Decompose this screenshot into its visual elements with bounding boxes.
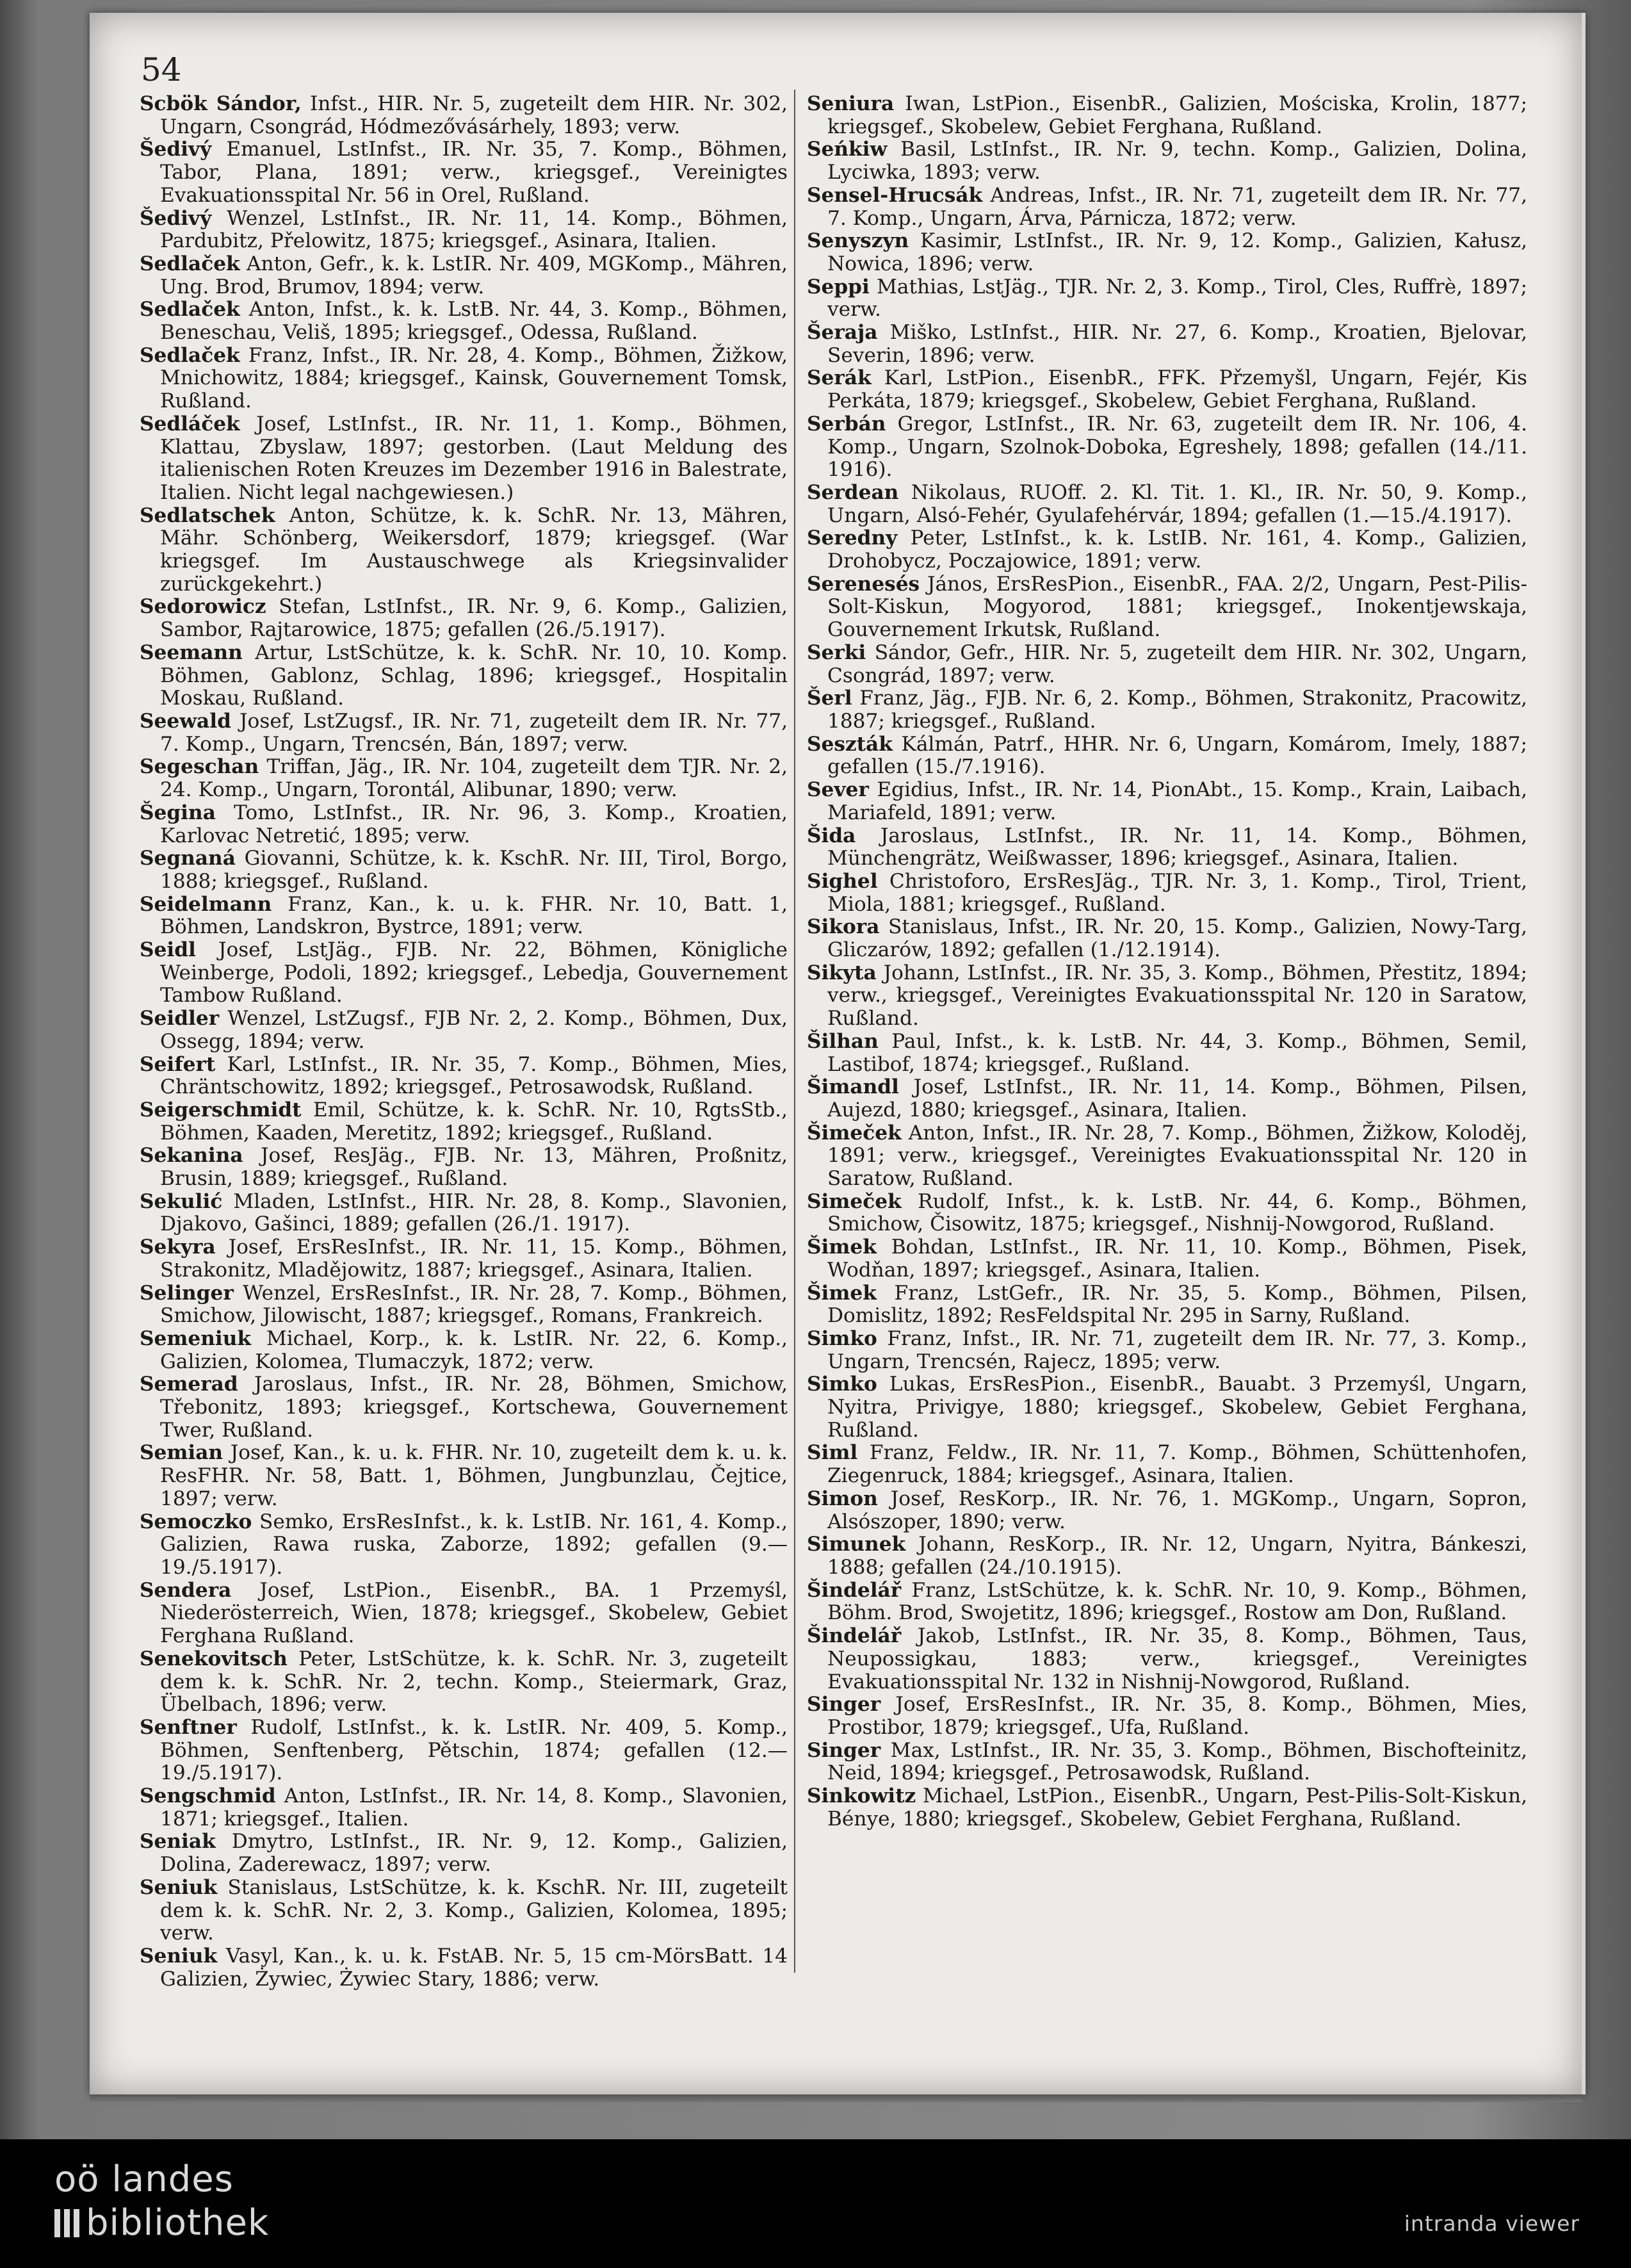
entry-details: Basil, LstInfst., IR. Nr. 9, techn. Komp., Galizien, Dolina, Lyciwka, 1893; verw. (827, 138, 1527, 184)
register-entry (807, 642, 1527, 687)
register-entry (140, 802, 788, 847)
entry-details: Stanislaus, LstSchütze, k. k. KschR. Nr. III, zugeteilt dem k. k. SchR. Nr. 2, 3. Komp., Galizien, Kolomea, 1895; verw. (160, 1875, 788, 1945)
register-entry (140, 1648, 788, 1717)
entry-surname: Sekanina (140, 1144, 243, 1168)
register-entry (807, 1191, 1527, 1236)
library-logo-text: bibliothek (86, 2202, 270, 2244)
library-logo-line1: oö landes (54, 2158, 234, 2200)
entry-surname: Seniuk (140, 1944, 218, 1968)
entry-details: Josef, Kan., k. u. k. FHR. Nr. 10, zugeteilt dem k. u. k. ResFHR. Nr. 58, Batt. 1, Böhmen, Jungbunzlau, Čejtice, 1897; verw. (160, 1441, 788, 1510)
register-entry (140, 710, 788, 756)
entry-details: Johann, LstInfst., IR. Nr. 35, 3. Komp., Böhmen, Přestitz, 1894; verw., kriegsgef., Vereinigtes Evakuationsspital Nr. 120 in Saratow, Rußland. (827, 961, 1527, 1031)
entry-details: Egidius, Infst., IR. Nr. 14, PionAbt., 15. Komp., Krain, Laibach, Mariafeld, 1891; verw. (827, 778, 1527, 824)
page-bottom-edge (90, 2094, 1582, 2102)
entry-surname: Sedlaček (140, 343, 240, 367)
entry-surname: Šerl (807, 687, 852, 710)
register-entry (807, 1031, 1527, 1076)
entry-surname: Sever (807, 778, 869, 802)
entry-details: Franz, LstGefr., IR. Nr. 35, 5. Komp., Böhmen, Pilsen, Domislitz, 1892; ResFeldspital Nr. 295 in Sarny, Rußland. (827, 1281, 1527, 1328)
entry-details: Christoforo, ErsResJäg., TJR. Nr. 3, 1. Komp., Tirol, Trient, Miola, 1881; kriegsgef., Rußland. (827, 869, 1527, 916)
library-logo-icon (54, 2209, 79, 2237)
entry-details: Johann, ResKorp., IR. Nr. 12, Ungarn, Nyitra, Bánkeszi, 1888; gefallen (24./10.1915). (827, 1533, 1527, 1579)
register-entry (140, 1054, 788, 1099)
register-entry (140, 1236, 788, 1282)
right-column (807, 93, 1527, 1831)
register-entry (807, 1373, 1527, 1442)
entry-details: Triffan, Jäg., IR. Nr. 104, zugeteilt dem TJR. Nr. 2, 24. Komp., Ungarn, Torontál, Alibunar, 1890; verw. (160, 755, 788, 802)
register-entry (140, 1511, 788, 1579)
entry-details: Vasyl, Kan., k. u. k. FstAB. Nr. 5, 15 cm-MörsBatt. 14 Galizien, Żywiec, Żywiec Stary, 1886; verw. (160, 1944, 788, 1991)
entry-surname: Serák (807, 366, 872, 390)
register-entry (140, 345, 788, 413)
entry-details: Miško, LstInfst., HIR. Nr. 27, 6. Komp., Kroatien, Bjelovar, Severin, 1896; verw. (827, 321, 1527, 367)
entry-surname: Simunek (807, 1533, 906, 1556)
register-entry (140, 298, 788, 344)
register-entry (140, 208, 788, 253)
entry-details: Mathias, LstJäg., TJR. Nr. 2, 3. Komp., Tirol, Cles, Ruffrè, 1897; verw. (827, 275, 1527, 322)
entry-details: Anton, Gefr., k. k. LstIR. Nr. 409, MGKomp., Mähren, Ung. Brod, Brumov, 1894; verw. (160, 252, 788, 298)
register-entry (807, 482, 1527, 527)
register-entry (140, 138, 788, 207)
viewer-footer (0, 2139, 1631, 2268)
entry-surname: Seemann (140, 640, 243, 664)
entry-details: Paul, Infst., k. k. LstB. Nr. 44, 3. Komp., Böhmen, Semil, Lastibof, 1874; kriegsgef., Rußland. (827, 1029, 1527, 1076)
entry-surname: Šindelář (807, 1624, 902, 1648)
entry-surname: Simko (807, 1373, 877, 1396)
entry-details: Emanuel, LstInfst., IR. Nr. 35, 7. Komp., Böhmen, Tabor, Plana, 1891; verw., kriegsgef., Vereinigtes Evakuationsspital Nr. 56 in Orel, Rußland. (160, 138, 788, 207)
register-entry (807, 1740, 1527, 1785)
entry-details: Josef, ResKorp., IR. Nr. 76, 1. MGKomp., Ungarn, Sopron, Alsószoper, 1890; verw. (827, 1487, 1527, 1533)
entry-surname: Singer (807, 1738, 881, 1762)
register-entry (140, 1373, 788, 1442)
viewer-name: intranda viewer (1404, 2211, 1580, 2236)
entry-surname: Šimandl (807, 1075, 899, 1099)
entry-surname: Sedlaček (140, 252, 240, 275)
entry-details: Franz, Jäg., FJB. Nr. 6, 2. Komp., Böhmen, Strakonitz, Pracowitz, 1887; kriegsgef., Rußland. (827, 687, 1527, 733)
entry-surname: Sengschmid (140, 1784, 276, 1808)
entry-surname: Šedivý (140, 206, 212, 230)
entry-surname: Sedlaček (140, 298, 240, 322)
entry-details: Jaroslaus, LstInfst., IR. Nr. 11, 14. Komp., Böhmen, Münchengrätz, Weißwasser, 1896; kriegsgef., Asinara, Italien. (827, 824, 1527, 870)
entry-details: Josef, LstZugsf., IR. Nr. 71, zugeteilt dem IR. Nr. 77, 7. Komp., Ungarn, Trencsén, Bán, 1897; verw. (160, 709, 788, 756)
entry-surname: Šimek (807, 1281, 877, 1305)
entry-details: Tomo, LstInfst., IR. Nr. 96, 3. Komp., Kroatien, Karlovac Netretić, 1895; verw. (160, 801, 788, 847)
entry-surname: Seppi (807, 275, 870, 298)
entry-details: Gregor, LstInfst., IR. Nr. 63, zugeteilt dem IR. Nr. 106, 4. Komp., Ungarn, Szolnok-Doboka, Egreshely, 1898; gefallen (14./11. 1916). (827, 412, 1527, 482)
register-entry (140, 1282, 788, 1328)
entry-details: Stanislaus, Infst., IR. Nr. 20, 15. Komp., Galizien, Nowy-Targ, Gliczarów, 1892; gefallen (1./12.1914). (827, 915, 1527, 962)
entry-details: Anton, Infst., k. k. LstB. Nr. 44, 3. Komp., Böhmen, Beneschau, Veliš, 1895; kriegsgef., Odessa, Rußland. (160, 298, 788, 345)
entry-surname: Seńkiw (807, 138, 888, 161)
entry-surname: Senekovitsch (140, 1647, 288, 1670)
entry-details: Jaroslaus, Infst., IR. Nr. 28, Böhmen, Smichow, Třebonitz, 1893; kriegsgef., Kortschewa, Gouvernement Twer, Rußland. (160, 1373, 788, 1442)
entry-surname: Segnaná (140, 847, 236, 870)
entry-details: Kasimir, LstInfst., IR. Nr. 9, 12. Komp., Galizien, Kałusz, Nowica, 1896; verw. (827, 229, 1527, 275)
register-entry (807, 573, 1527, 642)
entry-surname: Sikyta (807, 961, 877, 984)
register-entry (140, 1717, 788, 1785)
page-number: 54 (141, 51, 182, 88)
entry-details: Rudolf, Infst., k. k. LstB. Nr. 44, 6. Komp., Böhmen, Smichow, Čisowitz, 1875; kriegsgef., Nishnij-Nowgorod, Rußland. (827, 1189, 1527, 1236)
entry-details: Nikolaus, RUOff. 2. Kl. Tit. 1. Kl., IR. Nr. 50, 9. Komp., Ungarn, Alsó-Fehér, Gyulafehérvár, 1894; gefallen (1.—15./4.1917). (827, 480, 1527, 527)
entry-surname: Sekulić (140, 1189, 223, 1213)
entry-surname: Scbök Sándor, (140, 92, 302, 115)
entry-surname: Sekyra (140, 1236, 216, 1259)
entry-details: Peter, LstSchütze, k. k. SchR. Nr. 3, zugeteilt dem k. k. SchR. Nr. 2, techn. Komp., Steiermark, Graz, Übelbach, 1896; verw. (160, 1647, 788, 1717)
entry-surname: Serbán (807, 412, 886, 436)
entry-surname: Seewald (140, 709, 231, 733)
entry-details: Max, LstInfst., IR. Nr. 35, 3. Komp., Böhmen, Bischofteinitz, Neid, 1894; kriegsgef., Petrosawodsk, Rußland. (827, 1738, 1527, 1785)
register-entry (807, 1282, 1527, 1328)
entry-surname: Sedlatschek (140, 503, 275, 527)
entry-surname: Senyszyn (807, 229, 909, 253)
entry-details: Giovanni, Schütze, k. k. KschR. Nr. III, Tirol, Borgo, 1888; kriegsgef., Rußland. (160, 847, 788, 893)
register-entry (140, 413, 788, 505)
register-entry (140, 1099, 788, 1145)
entry-details: Josef, LstInfst., IR. Nr. 11, 1. Komp., Böhmen, Klattau, Zbyslaw, 1897; gestorben. (Laut Meldung des italienischen Roten Kreuzes im Dezember 1916 in Balestrate, Italien. Nicht legal nachgewiesen.) (160, 412, 788, 504)
entry-details: Artur, LstSchütze, k. k. SchR. Nr. 10, 10. Komp. Böhmen, Gablonz, Schlag, 1896; kriegsgef., Hospitalin Moskau, Rußland. (160, 640, 788, 710)
entry-surname: Šimeček (807, 1121, 902, 1145)
entry-surname: Šilhan (807, 1029, 879, 1053)
register-entry (807, 1693, 1527, 1739)
register-entry (807, 779, 1527, 824)
entry-details: Franz, Infst., IR. Nr. 71, zugeteilt dem IR. Nr. 77, 3. Komp., Ungarn, Trencsén, Rajecz, 1895; verw. (827, 1326, 1527, 1373)
entry-surname: Serenesés (807, 572, 920, 596)
register-entry (140, 893, 788, 939)
entry-surname: Šedivý (140, 138, 212, 161)
entry-surname: Sendera (140, 1578, 232, 1602)
entry-surname: Šida (807, 824, 856, 847)
entry-details: Dmytro, LstInfst., IR. Nr. 9, 12. Komp., Galizien, Dolina, Zaderewacz, 1897; verw. (160, 1830, 788, 1877)
register-entry (140, 1145, 788, 1190)
register-entry (140, 93, 788, 138)
document-page (90, 13, 1586, 2094)
register-entry (807, 93, 1527, 138)
entry-surname: Seigerschmidt (140, 1098, 302, 1122)
register-entry (807, 1122, 1527, 1191)
entry-details: Wenzel, ErsResInfst., IR. Nr. 28, 7. Komp., Böhmen, Smichow, Jilowischt, 1887; kriegsgef., Romans, Frankreich. (160, 1281, 788, 1328)
register-entry (807, 322, 1527, 367)
entry-surname: Siml (807, 1441, 858, 1465)
register-entry (807, 1533, 1527, 1579)
register-entry (140, 642, 788, 710)
entry-details: Iwan, LstPion., EisenbR., Galizien, Mościska, Krolin, 1877; kriegsgef., Skobelew, Gebiet Ferghana, Rußland. (827, 92, 1527, 138)
entry-details: Anton, Infst., IR. Nr. 28, 7. Komp., Böhmen, Žižkow, Koloděj, 1891; verw., kriegsgef., Vereinigtes Evakuationsspital Nr. 120 in Saratow, Rußland. (827, 1121, 1527, 1191)
register-entry (140, 253, 788, 298)
register-entry (807, 1076, 1527, 1122)
register-entry (807, 1785, 1527, 1831)
entry-surname: Seidler (140, 1007, 220, 1031)
register-entry (807, 413, 1527, 482)
register-entry (807, 870, 1527, 916)
entry-details: Michael, LstPion., EisenbR., Ungarn, Pest-Pilis-Solt-Kiskun, Bénye, 1880; kriegsgef., Skobelew, Gebiet Ferghana, Rußland. (827, 1784, 1527, 1831)
entry-surname: Seniura (807, 92, 895, 115)
register-entry (807, 184, 1527, 230)
entry-surname: Sighel (807, 869, 878, 893)
entry-surname: Seniuk (140, 1875, 218, 1899)
register-entry (807, 1328, 1527, 1373)
register-entry (807, 916, 1527, 961)
entry-surname: Serdean (807, 480, 899, 504)
register-entry (807, 687, 1527, 733)
register-entry (140, 1191, 788, 1236)
entry-details: Jakob, LstInfst., IR. Nr. 35, 8. Komp., Böhmen, Taus, Neupossigkau, 1883; verw., kriegsgef., Vereinigtes Evakuationsspital Nr. 132 in Nishnij-Nowgorod, Rußland. (827, 1624, 1527, 1693)
entry-surname: Sedláček (140, 412, 240, 436)
register-entry (140, 1008, 788, 1053)
entry-surname: Simeček (807, 1189, 902, 1213)
entry-details: Karl, LstInfst., IR. Nr. 35, 7. Komp., Böhmen, Mies, Chräntschowitz, 1892; kriegsgef., Petrosawodsk, Rußland. (160, 1052, 788, 1099)
register-entry (807, 962, 1527, 1031)
register-entry (140, 1442, 788, 1510)
entry-details: Josef, LstPion., EisenbR., BA. 1 Przemyśl, Niederösterreich, Wien, 1878; kriegsgef., Skobelew, Gebiet Ferghana Rußland. (160, 1578, 788, 1648)
entry-details: Josef, LstJäg., FJB. Nr. 22, Böhmen, Königliche Weinberge, Podoli, 1892; kriegsgef., Lebedja, Gouvernement Tambow Rußland. (160, 938, 788, 1008)
entry-surname: Šimek (807, 1236, 877, 1259)
register-entry (807, 1488, 1527, 1533)
entry-details: Franz, Feldw., IR. Nr. 11, 7. Komp., Böhmen, Schüttenhofen, Ziegenruck, 1884; kriegsgef., Asinara, Italien. (827, 1441, 1527, 1488)
entry-details: Semko, ErsResInfst., k. k. LstIB. Nr. 161, 4. Komp., Galizien, Rawa ruska, Zaborze, 1892; gefallen (9.—19./5.1917). (160, 1510, 788, 1579)
entry-surname: Sinkowitz (807, 1784, 916, 1808)
entry-details: Josef, ResJäg., FJB. Nr. 13, Mähren, Proßnitz, Brusin, 1889; kriegsgef., Rußland. (160, 1144, 788, 1191)
entry-details: Josef, ErsResInfst., IR. Nr. 35, 8. Komp., Böhmen, Mies, Prostibor, 1879; kriegsgef., Ufa, Rußland. (827, 1693, 1527, 1739)
register-entry (807, 1579, 1527, 1625)
entry-details: Mladen, LstInfst., HIR. Nr. 28, 8. Komp., Slavonien, Djakovo, Gašinci, 1889; gefallen (26./1. 1917). (160, 1189, 788, 1236)
register-entry (140, 1945, 788, 1991)
register-entry (140, 1785, 788, 1831)
entry-details: Josef, ErsResInfst., IR. Nr. 11, 15. Komp., Böhmen, Strakonitz, Mladějowitz, 1887; kriegsgef., Asinara, Italien. (160, 1236, 788, 1282)
register-entry (140, 939, 788, 1008)
register-entry (140, 1877, 788, 1945)
entry-surname: Serki (807, 640, 866, 664)
entry-details: Andreas, Infst., IR. Nr. 71, zugeteilt dem IR. Nr. 77, 7. Komp., Ungarn, Árva, Párnicza, 1872; verw. (827, 183, 1527, 230)
entry-surname: Semoczko (140, 1510, 252, 1533)
entry-surname: Semian (140, 1441, 223, 1465)
left-column (140, 93, 788, 1991)
entry-surname: Singer (807, 1693, 881, 1717)
entry-details: Sándor, Gefr., HIR. Nr. 5, zugeteilt dem HIR. Nr. 302, Ungarn, Csongrád, 1897; verw. (827, 640, 1527, 687)
entry-details: Infst., HIR. Nr. 5, zugeteilt dem HIR. Nr. 302, Ungarn, Csongrád, Hódmezővásárhely, 1893; verw. (160, 92, 788, 138)
entry-surname: Simko (807, 1326, 877, 1350)
entry-details: Peter, LstInfst., k. k. LstIB. Nr. 161, 4. Komp., Galizien, Drohobycz, Poczajowice, 1891; verw. (827, 526, 1527, 573)
entry-details: Josef, LstInfst., IR. Nr. 11, 14. Komp., Böhmen, Pilsen, Aujezd, 1880; kriegsgef., Asinara, Italien. (827, 1075, 1527, 1122)
entry-details: Lukas, ErsResPion., EisenbR., Bauabt. 3 Przemyśl, Ungarn, Nyitra, Privigye, 1880; kriegsgef., Skobelew, Gebiet Ferghana, Rußland. (827, 1373, 1527, 1442)
entry-surname: Seredny (807, 526, 898, 550)
entry-surname: Seidl (140, 938, 196, 962)
library-logo-line2 (54, 2202, 269, 2244)
register-entry (140, 1579, 788, 1648)
register-entry (140, 847, 788, 893)
entry-details: Wenzel, LstZugsf., FJB Nr. 2, 2. Komp., Böhmen, Dux, Ossegg, 1894; verw. (160, 1007, 788, 1053)
entry-details: Anton, LstInfst., IR. Nr. 14, 8. Komp., Slavonien, 1871; kriegsgef., Italien. (160, 1784, 788, 1831)
entry-details: Emil, Schütze, k. k. SchR. Nr. 10, RgtsStb., Böhmen, Kaaden, Meretitz, 1892; kriegsgef., Rußland. (160, 1098, 788, 1145)
entry-details: Franz, Infst., IR. Nr. 28, 4. Komp., Böhmen, Žižkow, Mnichowitz, 1884; kriegsgef., Kainsk, Gouvernement Tomsk, Rußland. (160, 343, 788, 413)
entry-surname: Selinger (140, 1281, 234, 1305)
entry-surname: Simon (807, 1487, 878, 1510)
register-entry (140, 1328, 788, 1373)
entry-surname: Šeraja (807, 321, 878, 345)
register-entry (807, 1625, 1527, 1693)
register-entry (807, 1442, 1527, 1487)
register-entry (807, 1236, 1527, 1282)
entry-details: Anton, Schütze, k. k. SchR. Nr. 13, Mähren, Mähr. Schönberg, Weikersdorf, 1879; kriegsgef. (War kriegsgef. Im Austauschwege als Kriegsinvalider zurückgekehrt.) (160, 503, 788, 596)
entry-details: Rudolf, LstInfst., k. k. LstIR. Nr. 409, 5. Komp., Böhmen, Senftenberg, Pětschin, 1874; gefallen (12.—19./5.1917). (160, 1715, 788, 1785)
entry-surname: Sensel-Hrucsák (807, 183, 983, 207)
entry-details: Franz, LstSchütze, k. k. SchR. Nr. 10, 9. Komp., Böhmen, Böhm. Brod, Swojetitz, 1896; kriegsgef., Rostow am Don, Rußland. (827, 1578, 1527, 1625)
entry-details: Kálmán, Patrf., HHR. Nr. 6, Ungarn, Komárom, Imely, 1887; gefallen (15./7.1916). (827, 732, 1527, 779)
entry-details: Stefan, LstInfst., IR. Nr. 9, 6. Komp., Galizien, Sambor, Rajtarowice, 1875; gefallen (26./5.1917). (160, 595, 788, 642)
register-entry (807, 733, 1527, 779)
register-entry (140, 505, 788, 596)
column-divider (794, 90, 795, 1973)
entry-surname: Senftner (140, 1715, 237, 1739)
register-entry (807, 230, 1527, 275)
register-entry (807, 276, 1527, 322)
entry-surname: Šegina (140, 801, 216, 824)
entry-surname: Semerad (140, 1373, 238, 1396)
entry-details: Wenzel, LstInfst., IR. Nr. 11, 14. Komp., Böhmen, Pardubitz, Přelowitz, 1875; kriegsgef., Asinara, Italien. (160, 206, 788, 253)
entry-details: János, ErsResPion., EisenbR., FAA. 2/2, Ungarn, Pest-Pilis-Solt-Kiskun, Mogyorod, 1881; kriegsgef., Inokentjewskaja, Gouvernement Irkutsk, Rußland. (827, 572, 1527, 642)
register-entry (807, 138, 1527, 184)
entry-surname: Seszták (807, 732, 893, 756)
entry-details: Karl, LstPion., EisenbR., FFK. Přzemyšl, Ungarn, Fejér, Kis Perkáta, 1879; kriegsgef., Skobelew, Gebiet Ferghana, Rußland. (827, 366, 1527, 413)
register-entry (140, 1831, 788, 1876)
register-entry (140, 756, 788, 801)
register-entry (807, 825, 1527, 870)
register-entry (807, 527, 1527, 573)
entry-surname: Šindelář (807, 1578, 902, 1602)
entry-surname: Segeschan (140, 755, 259, 779)
entry-surname: Seniak (140, 1830, 216, 1854)
entry-details: Bohdan, LstInfst., IR. Nr. 11, 10. Komp., Böhmen, Pisek, Wodňan, 1897; kriegsgef., Asinara, Italien. (827, 1236, 1527, 1282)
entry-details: Franz, Kan., k. u. k. FHR. Nr. 10, Batt. 1, Böhmen, Landskron, Bystrce, 1891; verw. (160, 892, 788, 939)
entry-surname: Seidelmann (140, 892, 272, 916)
register-entry (140, 596, 788, 641)
entry-details: Michael, Korp., k. k. LstIR. Nr. 22, 6. Komp., Galizien, Kolomea, Tlumaczyk, 1872; verw. (160, 1326, 788, 1373)
register-entry (807, 367, 1527, 412)
entry-surname: Seifert (140, 1052, 216, 1076)
entry-surname: Semeniuk (140, 1326, 252, 1350)
entry-surname: Sikora (807, 915, 880, 939)
entry-surname: Sedorowicz (140, 595, 266, 619)
